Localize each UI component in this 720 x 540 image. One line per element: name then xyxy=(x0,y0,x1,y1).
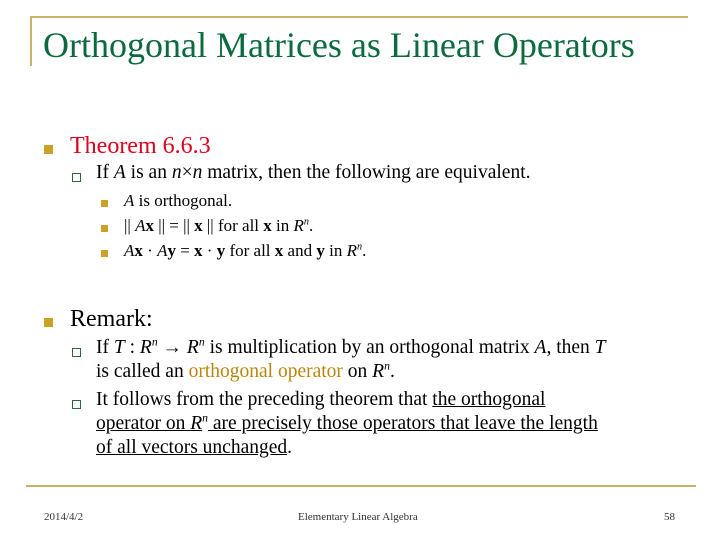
text-run: operator on xyxy=(96,413,191,434)
text-run: Theorem 6.6.3 xyxy=(70,133,211,159)
square-bullet-icon xyxy=(44,145,53,154)
hollow-square-bullet-icon xyxy=(72,173,81,182)
text-run: Remark: xyxy=(70,306,153,332)
text-run: y xyxy=(167,241,176,260)
text-run: n xyxy=(171,162,182,183)
bullet-text-line xyxy=(96,389,545,411)
text-run: n xyxy=(151,335,158,349)
text-run: A xyxy=(113,162,126,183)
bullet-text-line xyxy=(124,241,366,261)
bullet-text-line xyxy=(70,133,211,160)
bullet-text-line xyxy=(96,413,598,435)
text-run: x xyxy=(134,241,143,260)
hollow-square-bullet-icon xyxy=(72,400,81,409)
text-run: R xyxy=(186,337,199,358)
text-run: n xyxy=(356,241,363,253)
text-run: x xyxy=(194,216,203,235)
text-run: x xyxy=(145,216,154,235)
text-run: of all vectors unchanged xyxy=(96,437,288,458)
text-run: R xyxy=(139,337,152,358)
text-run: A xyxy=(124,191,135,210)
bullet-text-line xyxy=(96,437,292,459)
text-run: R xyxy=(372,361,385,382)
text-run: R xyxy=(346,241,357,260)
text-run: is multiplication by an orthogonal matrix xyxy=(204,337,535,358)
text-run: n xyxy=(198,335,205,349)
text-run: the orthogonal xyxy=(432,389,546,410)
text-run: · xyxy=(202,241,217,260)
text-run: It follows from the preceding theorem that xyxy=(96,389,433,410)
text-run: T xyxy=(594,337,606,358)
slide-title: Orthogonal Matrices as Linear Operators xyxy=(43,25,635,65)
text-run: in xyxy=(324,241,347,260)
text-run: y xyxy=(216,241,226,260)
hollow-square-bullet-icon xyxy=(72,348,81,357)
text-run: A xyxy=(135,216,146,235)
footer-rule xyxy=(26,485,696,487)
text-run: || xyxy=(124,216,136,235)
text-run: y xyxy=(316,241,325,260)
text-run: are precisely those operators that leave the length xyxy=(207,413,598,434)
text-run: is orthogonal. xyxy=(134,191,233,210)
text-run: n xyxy=(192,162,203,183)
text-run: A xyxy=(157,241,168,260)
text-run: R xyxy=(190,413,203,434)
text-run: : xyxy=(124,337,140,358)
text-run: A xyxy=(124,241,135,260)
text-run: n xyxy=(384,359,390,373)
text-run: || = || xyxy=(153,216,195,235)
square-bullet-icon xyxy=(44,318,53,327)
square-bullet-icon xyxy=(101,250,108,257)
square-bullet-icon xyxy=(101,225,108,232)
text-run: . xyxy=(309,216,314,235)
text-run: n xyxy=(303,216,309,228)
text-run: × xyxy=(181,162,193,183)
text-run: = xyxy=(175,241,195,260)
text-run: n xyxy=(202,411,208,425)
text-run: x xyxy=(194,241,203,260)
text-run: → xyxy=(157,337,187,358)
text-run: A xyxy=(534,337,547,358)
text-run: x xyxy=(263,216,272,235)
text-run: || for all xyxy=(202,216,264,235)
text-run: · xyxy=(142,241,158,260)
square-bullet-icon xyxy=(101,200,108,207)
text-run: in xyxy=(271,216,294,235)
text-run: and xyxy=(283,241,317,260)
footer-course: Elementary Linear Algebra xyxy=(298,511,418,523)
bullet-text-line xyxy=(124,191,232,211)
text-run: . xyxy=(362,241,367,260)
footer-page-number: 58 xyxy=(664,511,675,523)
text-run: matrix, then the following are equivalent. xyxy=(202,162,531,183)
bullet-text-line xyxy=(96,337,606,359)
text-run: for all xyxy=(225,241,275,260)
bullet-text-line xyxy=(124,216,313,236)
text-run: is called an xyxy=(96,361,189,382)
footer-date: 2014/4/2 xyxy=(44,511,84,523)
bullet-text-line xyxy=(70,306,153,333)
top-rule xyxy=(30,16,688,18)
text-run: . xyxy=(389,361,395,382)
text-run: on xyxy=(342,361,373,382)
text-run: . xyxy=(287,437,293,458)
title-accent-rule xyxy=(30,16,32,66)
text-run: is an xyxy=(125,162,172,183)
text-run: , then xyxy=(546,337,595,358)
bullet-text-line xyxy=(96,361,395,383)
text-run: If xyxy=(96,337,114,358)
text-run: R xyxy=(293,216,304,235)
text-run: T xyxy=(113,337,125,358)
text-run: If xyxy=(96,162,114,183)
text-run: orthogonal operator xyxy=(188,361,343,382)
text-run: x xyxy=(274,241,284,260)
bullet-text-line xyxy=(96,162,531,184)
